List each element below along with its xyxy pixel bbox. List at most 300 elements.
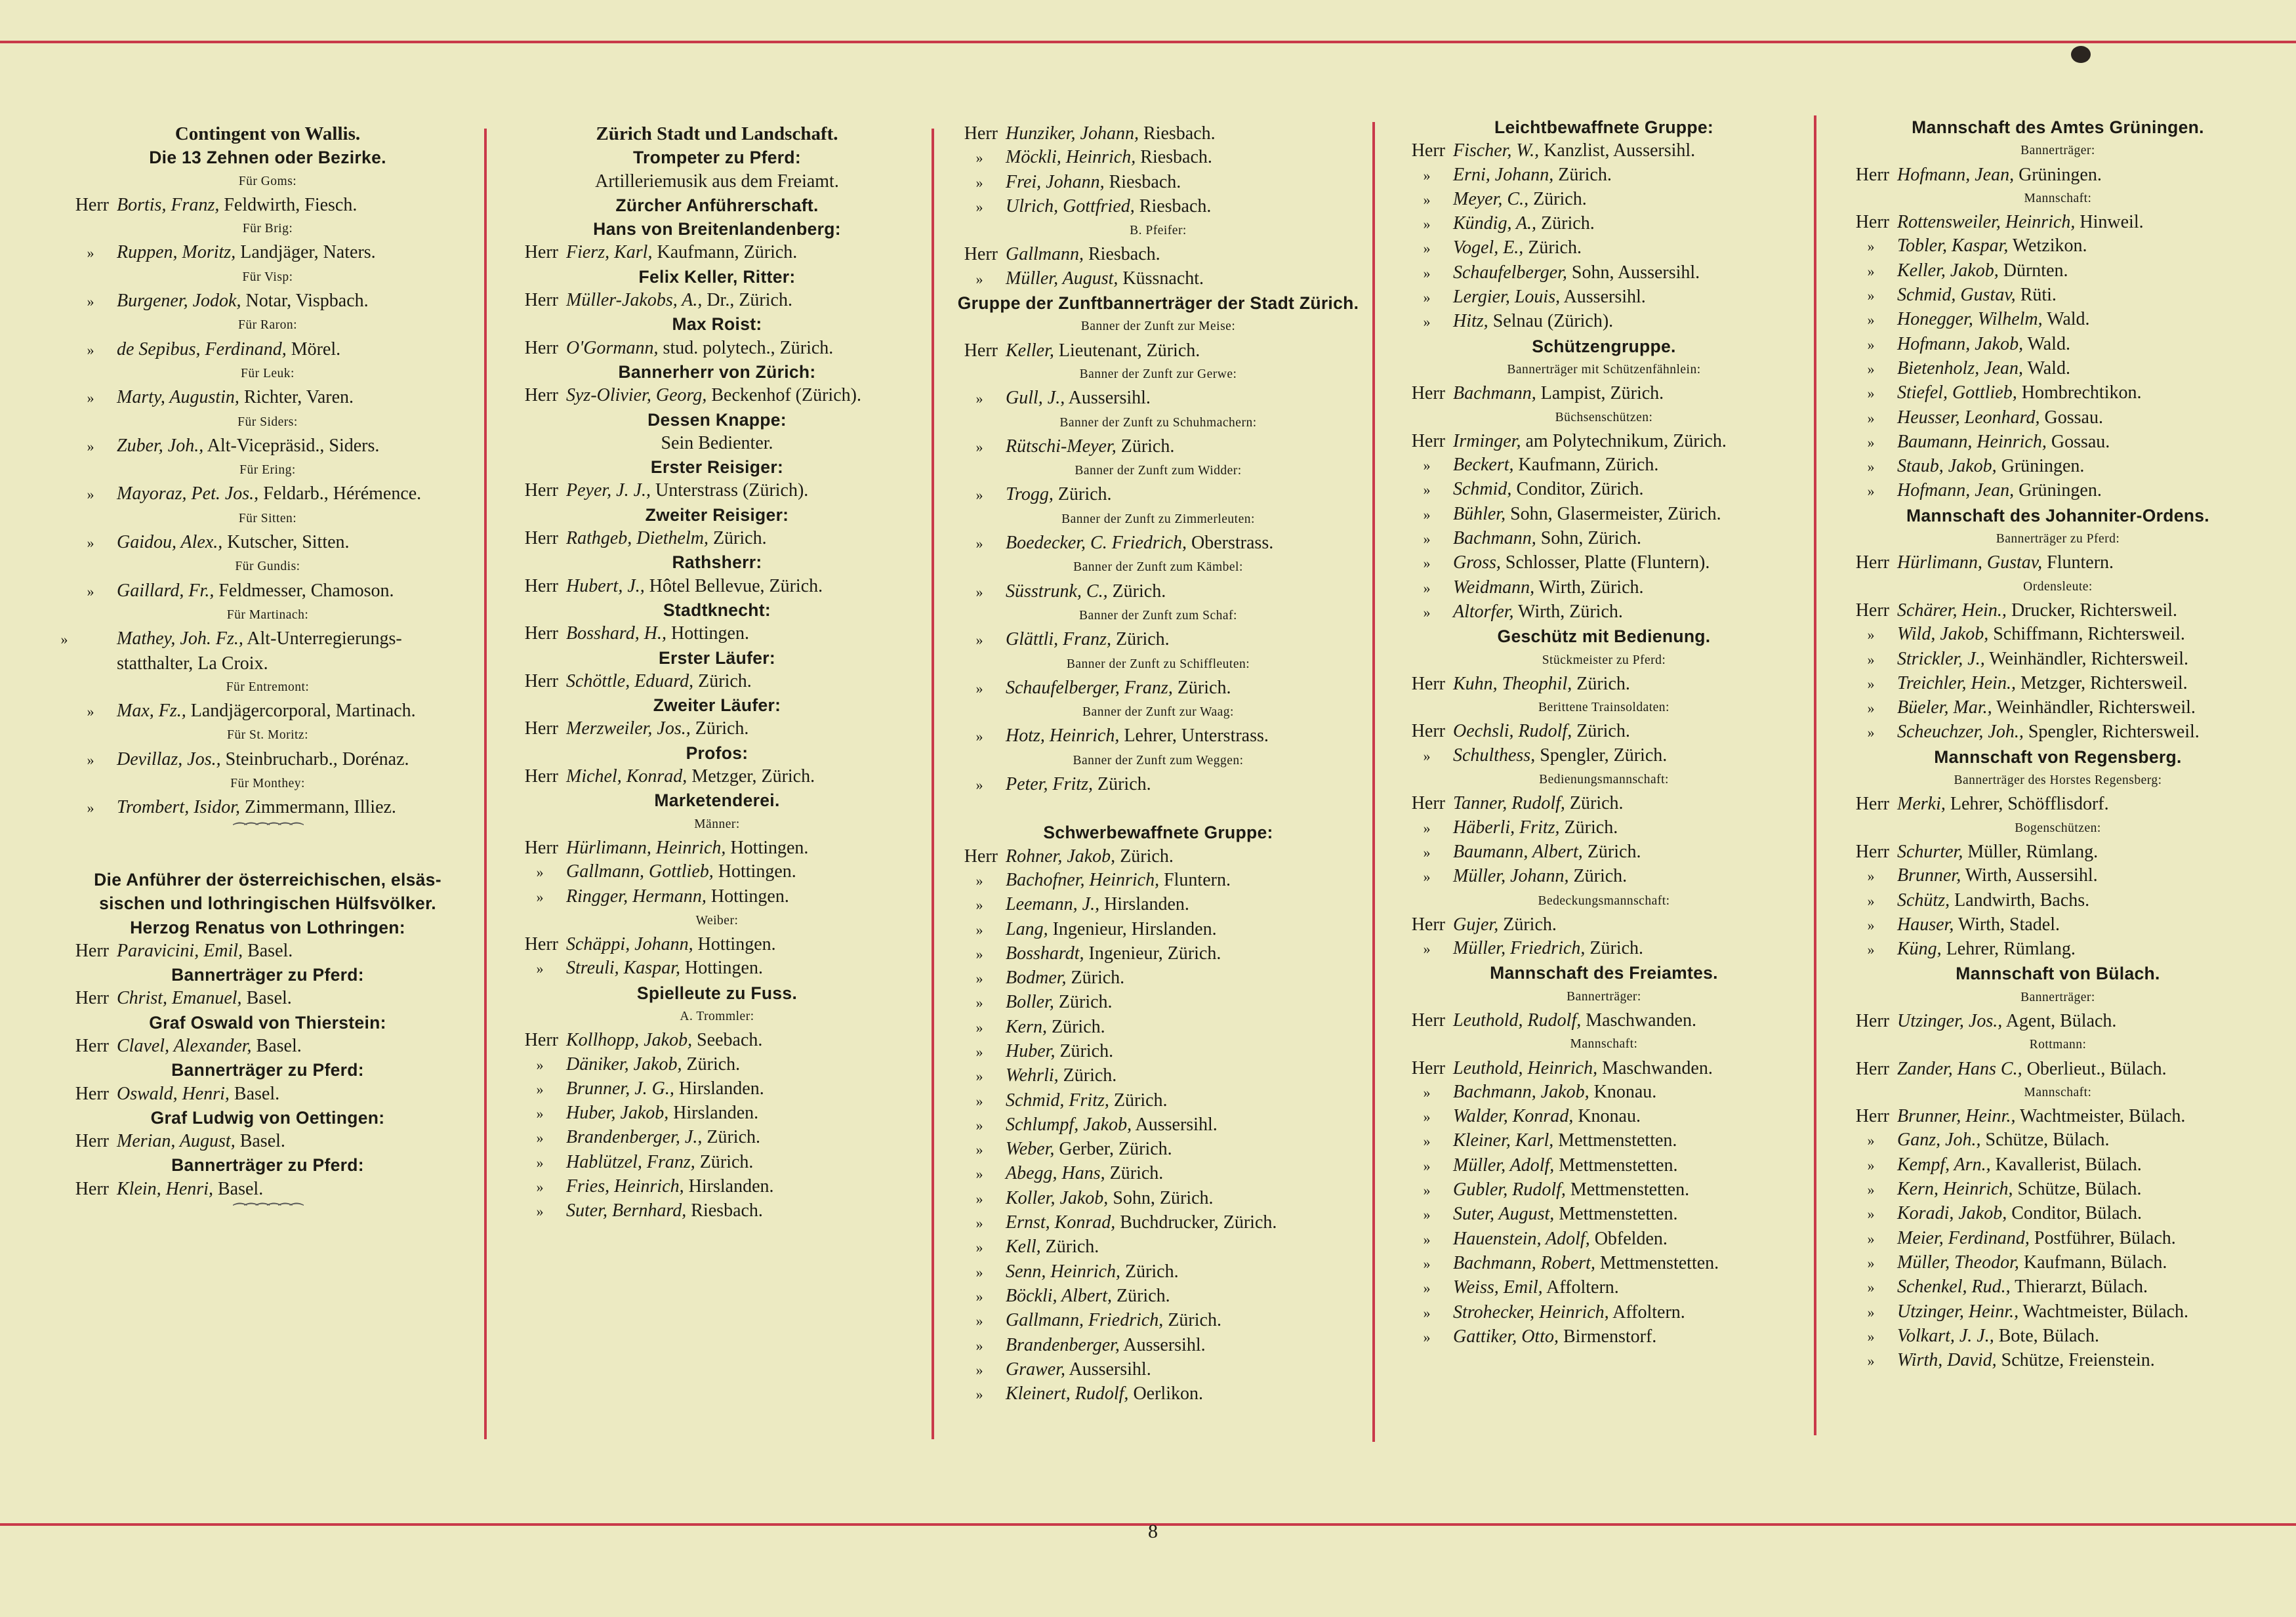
person-name: Zander, Hans C., <box>1897 1058 2022 1079</box>
person-name: Gujer, <box>1453 914 1499 935</box>
ditto-mark: » <box>536 1154 544 1171</box>
person-entry <box>514 1175 920 1199</box>
person-name: Marty, Augustin, <box>117 387 239 408</box>
person-name: Gallmann, Friedrich, <box>1006 1310 1164 1331</box>
role-label: Bogenschützen: <box>2015 821 2101 835</box>
person-name: Gross, <box>1453 552 1501 573</box>
role-label: Bannerträger: <box>1567 989 1641 1004</box>
ditto-mark: » <box>87 703 94 720</box>
person-details: Riesbach. <box>686 1200 763 1221</box>
person-entry <box>1845 333 2271 357</box>
person-name: Hablützel, Franz, <box>566 1151 695 1172</box>
ditto-mark: » <box>1867 1279 1875 1296</box>
ditto-mark: » <box>1867 916 1875 933</box>
herr-prefix: Herr <box>1855 1106 1889 1127</box>
ditto-mark: » <box>1423 1255 1431 1272</box>
role-label: Für Leuk: <box>241 366 295 380</box>
person-entry <box>953 1260 1363 1284</box>
person-details: Sohn, Glasermeister, Zürich. <box>1506 503 1721 524</box>
person-entry <box>1401 672 1807 696</box>
role-label: Bannerträger des Horstes Regensberg: <box>1954 773 2162 788</box>
ditto-mark: » <box>1867 262 1875 279</box>
section-heading: Mannschaft des Johanniter-Ordens. <box>1906 505 2209 525</box>
herr-prefix: Herr <box>524 1030 558 1051</box>
section-heading: Spielleute zu Fuss. <box>636 983 798 1003</box>
person-name: Wirth, David, <box>1897 1350 1997 1371</box>
person-details: Zürich. <box>1523 237 1582 258</box>
person-entry <box>1845 864 2271 888</box>
person-entry <box>1845 381 2271 405</box>
person-name: Schäppi, Johann, <box>566 934 693 955</box>
person-details: Zürich. <box>1536 213 1595 234</box>
person-entry <box>64 241 471 265</box>
herr-prefix: Herr <box>1855 212 1889 233</box>
person-entry <box>1401 937 1807 961</box>
ditto-mark: » <box>87 486 94 503</box>
person-details: Wirth, Zürich. <box>1513 601 1623 622</box>
section-heading: Schwerbewaffnete Gruppe: <box>1043 823 1273 843</box>
person-entry <box>514 622 920 645</box>
person-entry <box>64 748 471 772</box>
person-name: Fries, Heinrich, <box>566 1176 684 1197</box>
person-name: Walder, Konrad, <box>1453 1106 1574 1127</box>
person-name: Gallmann, Gottlieb, <box>566 861 714 882</box>
person-details: Wirth, Stadel. <box>1954 914 2060 935</box>
person-details: Aussersihl. <box>1119 1334 1206 1355</box>
person-name: Keller, <box>1006 340 1054 361</box>
person-name: Gaidou, Alex., <box>117 532 223 553</box>
person-name: Suter, August, <box>1453 1204 1555 1225</box>
person-entry <box>953 171 1363 195</box>
person-details: Spengler, Zürich. <box>1535 745 1668 766</box>
ditto-mark: » <box>536 1203 544 1220</box>
ditto-mark: » <box>60 631 68 648</box>
ditto-mark: » <box>87 800 94 817</box>
person-details: Sohn, Zürich. <box>1108 1187 1214 1208</box>
person-entry <box>514 765 920 788</box>
role-label: Männer: <box>694 817 740 831</box>
ditto-mark: » <box>1867 1254 1875 1271</box>
person-details: Dr., Zürich. <box>702 290 792 311</box>
role-label: Für Visp: <box>242 270 293 284</box>
person-details: Wald. <box>2042 309 2090 330</box>
ditto-mark: » <box>87 535 94 552</box>
person-name: Streuli, Kaspar, <box>566 958 680 979</box>
person-details: Zürich. <box>1572 673 1630 694</box>
person-details: Lehrer, Rümlang. <box>1941 939 2076 960</box>
ditto-mark: » <box>975 1239 983 1256</box>
person-entry <box>953 676 1363 701</box>
person-entry <box>64 579 471 604</box>
person-name: de Sepibus, Ferdinand, <box>117 338 287 359</box>
ditto-mark: » <box>1867 312 1875 329</box>
ditto-mark: » <box>975 777 983 794</box>
person-name: Burgener, Jodok, <box>117 291 241 312</box>
role-label: Büchsenschützen: <box>1555 410 1653 424</box>
ditto-mark: » <box>1423 531 1431 548</box>
spacer <box>64 844 471 868</box>
person-details: Basel. <box>243 940 293 961</box>
person-details: Zürich. <box>1572 721 1630 742</box>
section-heading: Stadtknecht: <box>663 600 771 620</box>
person-details: Hirslanden. <box>668 1103 759 1124</box>
ditto-mark: » <box>1423 1084 1431 1101</box>
ditto-mark: » <box>536 1056 544 1073</box>
ornament-divider: ⁀⁀⁀⁀⁀⁀ <box>234 823 302 841</box>
role-label: Banner der Zunft zu Schuhmachern: <box>1059 415 1257 430</box>
person-details: Riesbach. <box>1134 195 1212 216</box>
ditto-mark: » <box>87 390 94 407</box>
person-entry <box>953 1162 1363 1186</box>
person-name: Strohecker, Heinrich, <box>1453 1301 1609 1322</box>
herr-prefix: Herr <box>524 670 558 691</box>
ditto-mark: » <box>975 1263 983 1280</box>
person-name: Tobler, Kaspar, <box>1897 235 2009 256</box>
ditto-mark: » <box>1423 191 1431 208</box>
ditto-mark: » <box>1423 1157 1431 1174</box>
person-details: Zürich. <box>1093 774 1151 795</box>
person-details: Mörel. <box>286 338 341 359</box>
person-name: Brandenberger, J., <box>566 1127 703 1148</box>
person-details: Zürich. <box>682 1054 741 1075</box>
person-details: Ingenieur, Zürich. <box>1084 943 1221 964</box>
person-details: Hottingen. <box>680 958 763 979</box>
person-details: Mettmenstetten. <box>1553 1130 1677 1151</box>
person-entry <box>1845 1128 2271 1153</box>
ditto-mark: » <box>1867 287 1875 304</box>
ditto-mark: » <box>975 1141 983 1158</box>
ditto-mark: » <box>975 150 983 167</box>
ditto-mark: » <box>975 1068 983 1085</box>
person-details: Wald. <box>2023 358 2070 379</box>
person-name: Ruppen, Moritz, <box>117 242 236 263</box>
ditto-mark: » <box>536 1080 544 1097</box>
person-name: Boedecker, C. Friedrich, <box>1006 533 1187 554</box>
role-label: Banner der Zunft zu Schiffleuten: <box>1066 657 1250 671</box>
person-details: Müller, Rümlang. <box>1963 841 2099 862</box>
herr-prefix: Herr <box>964 846 998 867</box>
person-name: Lang, <box>1006 918 1048 939</box>
section-heading: Mannschaft des Freiamtes. <box>1490 963 1718 983</box>
ditto-mark: » <box>1423 240 1431 257</box>
person-entry <box>1401 236 1807 260</box>
person-details: Basel. <box>213 1178 264 1199</box>
person-entry <box>1401 1325 1807 1349</box>
person-entry <box>64 1082 471 1106</box>
person-details: Agent, Bülach. <box>2002 1010 2117 1031</box>
person-entry <box>953 1284 1363 1309</box>
person-entry <box>1845 937 2271 962</box>
person-entry <box>1845 696 2271 720</box>
ditto-mark: » <box>87 245 94 262</box>
ditto-mark: » <box>1867 434 1875 451</box>
person-entry <box>514 1126 920 1150</box>
ditto-mark: » <box>1423 481 1431 499</box>
ditto-mark: » <box>1423 555 1431 572</box>
herr-prefix: Herr <box>1855 1010 1889 1031</box>
person-entry <box>1401 453 1807 478</box>
person-details: Sohn, Zürich. <box>1536 528 1641 549</box>
person-entry <box>1401 720 1807 743</box>
person-entry <box>514 860 920 884</box>
person-details: Mettmenstetten. <box>1554 1155 1678 1176</box>
herr-prefix: Herr <box>524 480 558 501</box>
ditto-mark: » <box>975 1092 983 1109</box>
person-details: Lehrer, Unterstrass. <box>1119 726 1269 747</box>
person-details: Hottingen. <box>706 886 789 907</box>
ditto-mark: » <box>1423 747 1431 764</box>
person-name: Oswald, Henri, <box>117 1083 230 1104</box>
person-entry <box>514 527 920 550</box>
person-name: Stiefel, Gottlieb, <box>1897 382 2017 403</box>
person-name: Hürlimann, Gustav, <box>1897 552 2043 573</box>
person-entry <box>1401 310 1807 334</box>
role-label: Ordensleute: <box>2023 579 2093 594</box>
person-details: Zürich. <box>1585 938 1644 959</box>
ditto-mark: » <box>975 1043 983 1060</box>
person-entry <box>953 1309 1363 1333</box>
person-entry <box>514 885 920 909</box>
person-details: Gossau. <box>2046 431 2110 452</box>
person-entry <box>1845 308 2271 332</box>
person-entry <box>1401 1080 1807 1105</box>
person-entry <box>1401 551 1807 575</box>
ditto-mark: » <box>1423 1182 1431 1199</box>
person-entry <box>514 670 920 693</box>
person-name: Grawer, <box>1006 1359 1066 1380</box>
herr-prefix: Herr <box>524 575 558 596</box>
ditto-mark: » <box>1867 385 1875 402</box>
person-name: Hubert, J., <box>566 575 645 596</box>
person-details: Basel. <box>229 1083 280 1104</box>
person-name: Vogel, E., <box>1453 237 1524 258</box>
ditto-mark: » <box>975 1116 983 1134</box>
person-details: Kaufmann, Zürich. <box>652 242 798 263</box>
person-details: Fluntern. <box>1159 869 1231 890</box>
herr-prefix: Herr <box>1855 164 1889 185</box>
person-name: Bühler, <box>1453 503 1506 524</box>
person-details: Kanzlist, Aussersihl. <box>1539 140 1696 161</box>
person-details: Zürich. <box>1582 841 1641 862</box>
ditto-mark: » <box>536 864 544 881</box>
person-entry <box>953 918 1363 942</box>
person-name: Schaufelberger, <box>1453 262 1567 283</box>
ditto-mark: » <box>1423 1280 1431 1297</box>
ditto-mark: » <box>1423 167 1431 184</box>
person-details: Zimmermann, Illiez. <box>240 797 396 818</box>
person-entry <box>514 836 920 860</box>
person-name: Kleinert, Rudolf, <box>1006 1383 1129 1404</box>
person-entry <box>1845 1349 2271 1373</box>
person-entry <box>1845 479 2271 503</box>
person-name: Boller, <box>1006 992 1054 1013</box>
section-heading: Profos: <box>686 743 748 763</box>
ditto-mark: » <box>975 583 983 600</box>
person-details: Lehrer, Schöfflisdorf. <box>1945 794 2109 815</box>
person-details: Gerber, Zürich. <box>1054 1139 1172 1160</box>
person-entry <box>514 1199 920 1223</box>
ditto-mark: » <box>975 728 983 745</box>
person-entry <box>953 339 1363 363</box>
ditto-mark: » <box>975 1361 983 1378</box>
person-entry <box>1401 527 1807 551</box>
person-entry <box>1401 163 1807 188</box>
ditto-mark: » <box>975 632 983 649</box>
person-details: Zürich. <box>1172 677 1231 698</box>
person-entry <box>1845 430 2271 455</box>
person-entry <box>1845 672 2271 696</box>
herr-prefix: Herr <box>75 988 109 1009</box>
column-2 <box>514 122 920 1224</box>
person-name: Schaufelberger, Franz, <box>1006 677 1173 698</box>
column-divider <box>1372 122 1375 1442</box>
person-name: Weiss, Emil, <box>1453 1277 1543 1298</box>
section-heading: Die 13 Zehnen oder Bezirke. <box>149 148 386 168</box>
ditto-mark: » <box>1867 724 1875 741</box>
page-number: 8 <box>1148 1521 1158 1542</box>
person-name: Büeler, Mar., <box>1897 697 1992 718</box>
person-name: Brunner, <box>1897 865 1961 886</box>
person-details: Oberlieut., Bülach. <box>2022 1058 2167 1079</box>
person-details: Conditor, Zürich. <box>1511 479 1644 500</box>
person-details: Wirth, Aussersihl. <box>1961 865 2098 886</box>
person-entry <box>1845 357 2271 381</box>
person-details: Maschwanden. <box>1597 1057 1713 1078</box>
person-name: Meyer, C., <box>1453 188 1529 209</box>
person-details: Zürich. <box>1565 793 1624 814</box>
person-entry <box>1401 382 1807 405</box>
person-entry <box>514 241 920 264</box>
person-details: Postführer, Bülach. <box>2029 1227 2176 1248</box>
section-heading: Graf Ludwig von Oettingen: <box>150 1107 385 1128</box>
person-name: Rottensweiler, Heinrich, <box>1897 212 2076 233</box>
person-name: Scheuchzer, Joh., <box>1897 722 2024 743</box>
person-entry <box>64 1177 471 1201</box>
person-entry <box>64 434 471 459</box>
herr-prefix: Herr <box>964 244 998 265</box>
herr-prefix: Herr <box>524 290 558 311</box>
herr-prefix: Herr <box>524 934 558 955</box>
person-name: Volkart, J. J., <box>1897 1325 1994 1346</box>
herr-prefix: Herr <box>1411 1057 1445 1078</box>
ditto-mark: » <box>975 1386 983 1403</box>
person-name: Keller, Jakob, <box>1897 260 1999 281</box>
person-entry <box>514 337 920 360</box>
person-details: Zürich. <box>1120 1261 1179 1282</box>
person-details: Sohn, Aussersihl. <box>1567 262 1700 283</box>
person-entry <box>1401 478 1807 502</box>
person-details: Riesbach. <box>1084 244 1160 265</box>
person-name: Fierz, Karl, <box>566 242 653 263</box>
person-entry <box>953 1113 1363 1137</box>
person-name: Frei, Johann, <box>1006 171 1105 192</box>
person-entry <box>1845 1153 2271 1177</box>
role-label: Bannerträger mit Schützenfähnlein: <box>1507 362 1701 377</box>
ditto-mark: » <box>975 1313 983 1330</box>
person-details: Metzger, Richtersweil. <box>2015 672 2188 693</box>
section-heading: Gruppe der Zunftbannerträger der Stadt Zürich. <box>957 293 1359 314</box>
ditto-mark: » <box>1867 1156 1875 1174</box>
person-details: Alt-Unterregierungs-statthalter, La Croix. <box>117 628 402 674</box>
ditto-mark: » <box>1867 459 1875 476</box>
person-entry <box>953 869 1363 893</box>
person-details: Kaufmann, Zürich. <box>1513 455 1659 476</box>
role-label: Rottmann: <box>2029 1038 2087 1052</box>
person-entry <box>1845 1251 2271 1275</box>
section-heading: Zweiter Reisiger: <box>645 504 789 525</box>
person-entry <box>1401 1276 1807 1300</box>
person-details: Basel. <box>241 988 292 1009</box>
role-label: Banner der Zunft zur Waag: <box>1082 705 1234 720</box>
person-details: Hottingen. <box>726 837 809 858</box>
role-label: Berittene Trainsoldaten: <box>1538 701 1670 715</box>
ditto-mark: » <box>87 438 94 455</box>
person-name: Kündig, A., <box>1453 213 1537 234</box>
person-entry <box>953 1334 1363 1358</box>
person-details: Wirth, Zürich. <box>1534 577 1644 598</box>
person-details: stud. polytech., Zürich. <box>658 337 834 358</box>
ditto-mark: » <box>975 1166 983 1183</box>
person-entry <box>1401 1227 1807 1252</box>
person-details: Zürich. <box>1047 1016 1105 1037</box>
herr-prefix: Herr <box>75 940 109 961</box>
ditto-mark: » <box>975 198 983 215</box>
person-name: Weber, <box>1006 1139 1055 1160</box>
person-name: Tanner, Rudolf, <box>1453 793 1565 814</box>
herr-prefix: Herr <box>1411 673 1445 694</box>
person-entry <box>514 956 920 981</box>
person-entry <box>953 942 1363 966</box>
person-details: Aussersihl. <box>1560 287 1646 308</box>
person-entry <box>64 699 471 724</box>
person-entry <box>953 991 1363 1015</box>
ditto-mark: » <box>1423 1109 1431 1126</box>
person-name: Schütz, <box>1897 890 1950 911</box>
person-entry <box>1401 1202 1807 1227</box>
ditto-mark: » <box>975 535 983 552</box>
herr-prefix: Herr <box>524 528 558 549</box>
person-entry <box>953 1015 1363 1040</box>
ditto-mark: » <box>975 921 983 938</box>
person-entry <box>1401 1154 1807 1178</box>
person-details: Lampist, Zürich. <box>1536 383 1664 404</box>
person-entry <box>953 1235 1363 1259</box>
person-details: Knonau. <box>1589 1081 1657 1102</box>
column-3 <box>953 122 1363 1406</box>
person-name: Peter, Fritz, <box>1006 774 1093 795</box>
person-name: Hotz, Heinrich, <box>1006 726 1120 747</box>
role-label: Banner der Zunft zum Kämbel: <box>1073 560 1243 575</box>
person-entry <box>1845 163 2271 187</box>
section-heading: Erster Läufer: <box>659 647 775 668</box>
ditto-mark: » <box>1867 238 1875 255</box>
role-label: Für Martinach: <box>226 607 309 622</box>
role-label: Für Ering: <box>239 463 296 478</box>
herr-prefix: Herr <box>1411 140 1445 161</box>
ditto-mark: » <box>1423 457 1431 474</box>
role-label: Bannerträger: <box>2020 144 2095 158</box>
person-details: Aussersihl. <box>1132 1114 1218 1135</box>
person-details: Landjägercorporal, Martinach. <box>186 701 416 722</box>
person-name: Huber, Jakob, <box>566 1103 669 1124</box>
herr-prefix: Herr <box>1411 914 1445 935</box>
person-details: Zürich. <box>1116 436 1175 457</box>
person-details: Landjäger, Naters. <box>236 242 376 263</box>
herr-prefix: Herr <box>524 337 558 358</box>
person-details: Basel. <box>251 1035 302 1056</box>
role-label: Bedeckungsmannschaft: <box>1538 893 1670 908</box>
ditto-mark: » <box>1423 1304 1431 1321</box>
